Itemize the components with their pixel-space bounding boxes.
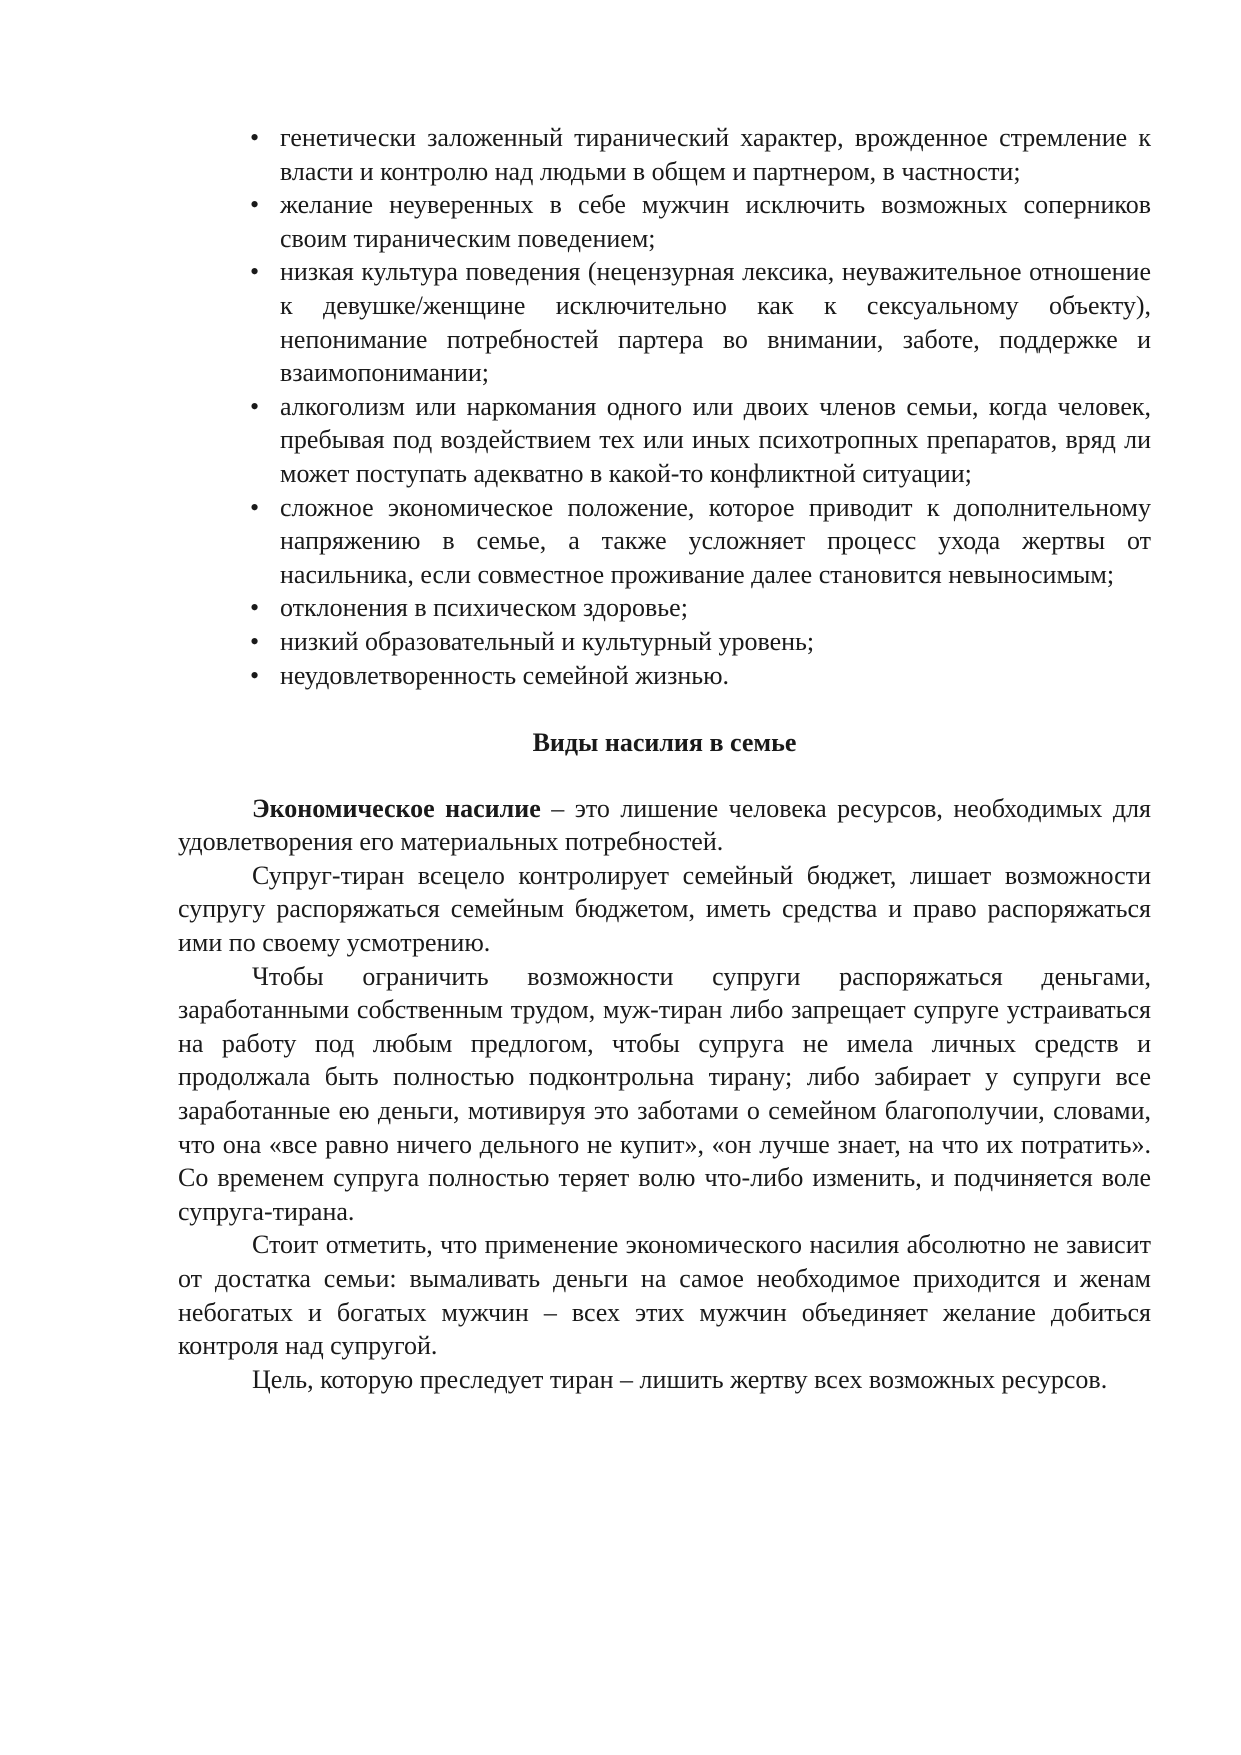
factors-list: [250, 121, 1151, 692]
bullet-icon: •: [250, 257, 260, 287]
bullet-icon: •: [250, 190, 260, 220]
bullet-icon: •: [250, 626, 260, 656]
list-item: [250, 659, 1151, 693]
document-page: [178, 121, 1151, 1396]
list-item-text: низкий образовательный и культурный уровень;: [280, 626, 815, 656]
list-item: [250, 491, 1151, 592]
list-item-text: желание неуверенных в себе мужчин исключить возможных соперников своим тираническим поведением;: [280, 190, 1151, 253]
paragraph-tyrant-goal: Цель, которую преследует тиран – лишить жертву всех возможных ресурсов.: [252, 1364, 1108, 1394]
bullet-icon: •: [250, 593, 260, 623]
bullet-icon: •: [250, 123, 260, 152]
list-item: [250, 121, 1151, 188]
list-item: [250, 188, 1151, 255]
paragraph-wealth-independence: Стоит отметить, что применение экономического насилия абсолютно не зависит от достатка семьи: вымаливать деньги на самое необходимое приходится и женам небогатых и богатых мужчин – всех этих мужчин объединяет желание добиться контроля над супругой.: [178, 1230, 1151, 1361]
list-item-text: алкоголизм или наркомания одного или двоих членов семьи, когда человек, пребывая под воздействием тех или иных психотропных препаратов, вряд ли может поступать адекватно в какой-то конфликтной ситуации;: [280, 391, 1151, 488]
paragraph-budget-control: Супруг-тиран всецело контролирует семейный бюджет, лишает возможности супругу распоряжаться семейным бюджетом, иметь средства и право распоряжаться ими по своему усмотрению.: [178, 860, 1151, 958]
bullet-icon: •: [250, 391, 260, 421]
list-item-text: отклонения в психическом здоровье;: [280, 593, 688, 623]
list-item: [250, 625, 1151, 659]
paragraph-restrict-means: Чтобы ограничить возможности супруги распоряжаться деньгами, заработанными собственным трудом, муж-тиран либо запрещает супруге устраиваться на работу под любым предлогом, чтобы супруга не имела личных средств и продолжала быть полностью подконтрольна тирану; либо забирает у супруги все заработанные ею деньги, мотивируя это заботами о семейном благополучии, словами, что она «все равно ничего дельного не купит», «он лучше знает, на что их потратить». Со временем супруга полностью теряет волю что-либо изменить, и подчиняется воле супруга-тирана.: [178, 961, 1151, 1226]
section-heading: Виды насилия в семье: [532, 728, 797, 758]
list-item-text: низкая культура поведения (нецензурная лексика, неуважительное отношение к девушке/женщине исключительно как к сексуальному объекту), непонимание потребностей партера во внимании, заботе, поддержке и взаимопонимании;: [280, 257, 1151, 388]
list-item-text: неудовлетворенность семейной жизнью.: [280, 660, 730, 690]
paragraph-economic-violence: [178, 792, 1151, 859]
term-economic-violence: Экономическое насилие: [252, 793, 541, 823]
definition-text: – это лишение человека ресурсов, необходимых для удовлетворения его материальных потребностей.: [178, 793, 1151, 857]
list-item: [250, 591, 1151, 625]
bullet-icon: •: [250, 660, 260, 690]
list-item-text: сложное экономическое положение, которое приводит к дополнительному напряжению в семье, а также усложняет процесс ухода жертвы от насильника, если совместное проживание далее становится невыносимым;: [280, 492, 1151, 589]
bullet-icon: •: [250, 492, 260, 522]
list-item: [250, 255, 1151, 389]
list-item: [250, 390, 1151, 491]
list-item-text: генетически заложенный тиранический характер, врожденное стремление к власти и контролю над людьми в общем и партнером, в частности;: [280, 123, 1151, 186]
